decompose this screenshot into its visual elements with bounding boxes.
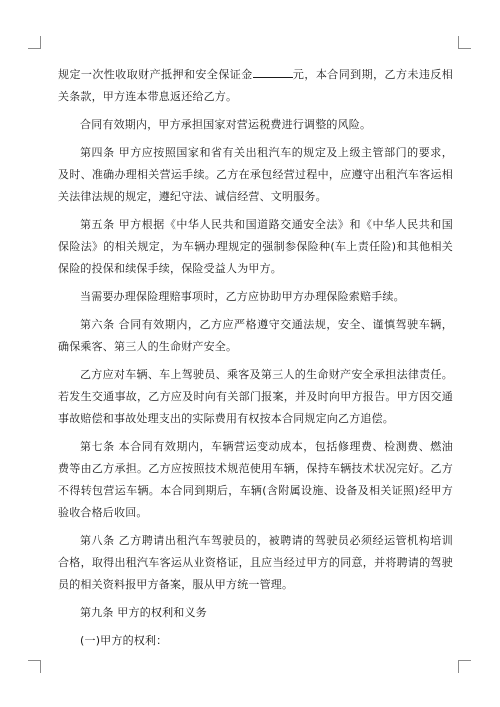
paragraph-security-deposit [58,64,453,108]
document-body [58,64,453,658]
paragraph-article-4: 第四条 甲方应按照国家和省有关出租汽车的规定及上级主管部门的要求，及时、准确办理相关营运手续。乙方在承包经营过程中，应遵守出租汽车客运相关法律法规的规定，遵纪守法、诚信经营、文明服务。 [58,146,453,203]
deposit-text-after-blank: 元，本合同到期，乙方未违反相关条款，甲方连本带息返还给乙方。 [58,68,453,103]
paragraph-article-9-heading: 第九条 甲方的权利和义务 [80,606,207,619]
paragraph-insurance-claim: 当需要办理保险理赔事项时，乙方应协助甲方办理保险索赔手续。 [80,290,405,303]
corner-mark-top-left [28,36,41,49]
corner-mark-bottom-left [28,660,41,673]
paragraph-article-6: 第六条 合同有效期内，乙方应严格遵守交通法规，安全、谨慎驾驶车辆，确保乘客、第三人的生命财产安全。 [58,318,453,353]
paragraph-tax-risk: 合同有效期内，甲方承担国家对营运税费进行调整的风险。 [80,118,372,131]
corner-mark-top-right [458,36,471,49]
paragraph-article-7: 第七条 本合同有效期内，车辆营运变动成本，包括修理费、检测费、燃油费等由乙方承担。乙方应按照技术规范使用车辆，保持车辆技术状况完好。乙方不得转包营运车辆。本合同到期后，车辆(含附属设施、设备及相关证照)经甲方验收合格后收回。 [58,440,453,519]
paragraph-liability: 乙方应对车辆、车上驾驶员、乘客及第三人的生命财产安全承担法律责任。若发生交通事故，乙方应及时向有关部门报案，并及时向甲方报告。甲方因交通事故赔偿和事故处理支出的实际费用有权按本合同规定向乙方追偿。 [58,368,453,425]
paragraph-article-5: 第五条 甲方根据《中华人民共和国道路交通安全法》和《中华人民共和国保险法》的相关规定，为车辆办理规定的强制参保险种(车上责任险)和其他相关保险的投保和续保手续，保险受益人为甲方。 [58,218,453,275]
paragraph-party-a-rights: (一)甲方的权利： [80,634,168,647]
paragraph-article-8: 第八条 乙方聘请出租汽车驾驶员的，被聘请的驾驶员必须经运管机构培训合格，取得出租汽车客运从业资格证，且应当经过甲方的同意，并将聘请的驾驶员的相关资料报甲方备案，服从甲方统一管理。 [58,534,453,591]
deposit-amount-blank [253,66,293,78]
corner-mark-bottom-right [458,660,471,673]
deposit-text-before-blank: 规定一次性收取财产抵押和安全保证金 [58,68,253,81]
